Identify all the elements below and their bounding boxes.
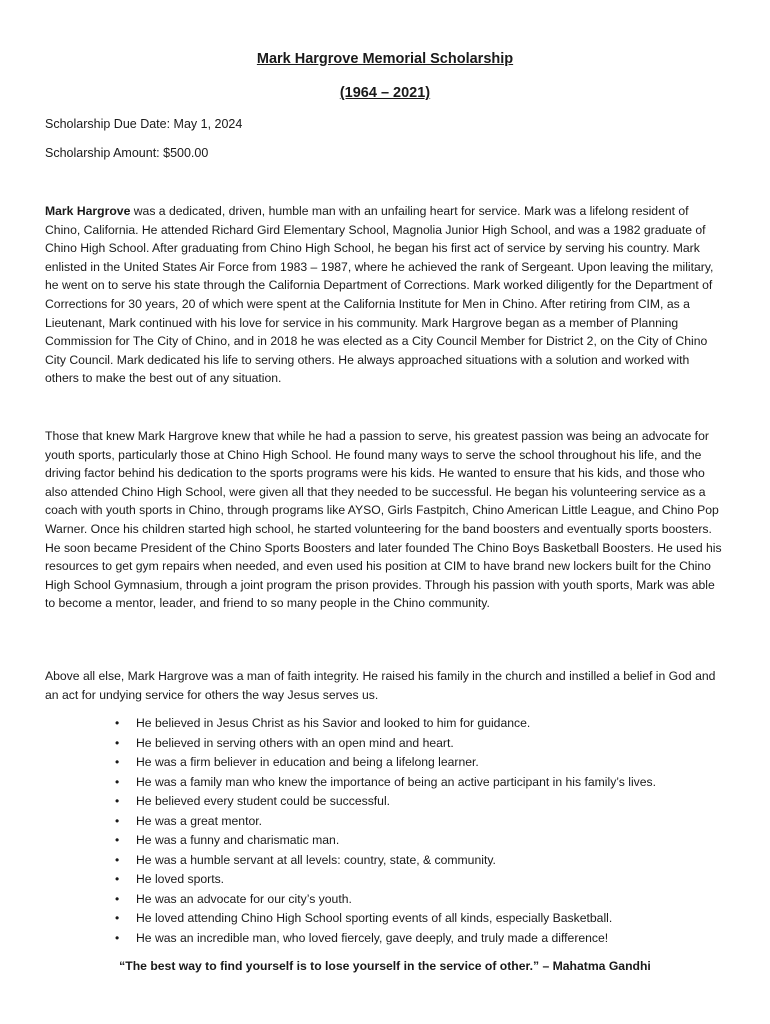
bullet-icon: •: [115, 872, 120, 886]
bullet-icon: •: [115, 735, 120, 750]
list-item: • He loved sports.: [115, 870, 735, 890]
bullet-icon: •: [115, 813, 120, 828]
closing-quote: “The best way to find yourself is to lose yourself in the service of other.” – Mahatma Gandhi: [119, 959, 651, 973]
bullet-icon: •: [115, 852, 120, 867]
paragraph-biography-text: was a dedicated, driven, humble man with an unfailing heart for service. Mark was a lifelong resident of Chino, California. He attended Richard Gird Elementary School, Magnolia Junior High School, and was a 1982 graduate of Chino High School. After graduating from Chino High School, he began his first act of service by serving his country. Mark enlisted in the United States Air Force from 1983 – 1987, where he achieved the rank of Sergeant. Upon leaving the military, he went on to serve his state through the California Department of Corrections. Mark worked diligently for the Department of Corrections for 30 years, 20 of which were spent at the California Institute for Men in Chino. After retiring from CIM, as a Lieutenant, Mark continued with his love for service in his community. Mark Hargrove began as a member of Planning Commission for The City of Chino, and in 2018 he was elected as a City Council Member for District 2, on the City of Chino City Council. Mark dedicated his life to serving others. He always approached situations with a solution and worked with others to make the best out of any situation.: [45, 204, 714, 386]
list-item: • He was a family man who knew the importance of being an active participant in his family’s lives.: [115, 773, 735, 793]
list-item: • He was an incredible man, who loved fiercely, gave deeply, and truly made a difference!: [115, 929, 735, 949]
list-item: • He was a firm believer in education and being a lifelong learner.: [115, 753, 735, 773]
bullet-list: [115, 714, 735, 948]
list-item: • He was a great mentor.: [115, 812, 735, 832]
document-years: (1964 – 2021): [339, 85, 431, 101]
bullet-icon: •: [115, 911, 120, 925]
list-item: • He believed every student could be successful.: [115, 792, 735, 812]
list-item: • He believed in serving others with an open mind and heart.: [115, 734, 735, 754]
list-item: • He was a humble servant at all levels: country, state, & community.: [115, 851, 735, 871]
bullet-icon: •: [115, 891, 120, 906]
paragraph-faith: Above all else, Mark Hargrove was a man of faith integrity. He raised his family in the church and instilled a belief in God and an act for undying service for others the way Jesus serves us.: [45, 669, 716, 702]
bullet-icon: •: [115, 833, 120, 847]
paragraph-name: Mark Hargrove: [45, 204, 131, 218]
list-item: • He loved attending Chino High School sporting events of all kinds, especially Basketball.: [115, 909, 735, 929]
bullet-icon: •: [115, 755, 120, 769]
bullet-icon: •: [115, 774, 120, 789]
bullet-icon: •: [115, 794, 120, 808]
bullet-icon: •: [115, 716, 120, 730]
list-item: • He was a funny and charismatic man.: [115, 831, 735, 851]
scholarship-amount: Scholarship Amount: $500.00: [45, 146, 209, 160]
paragraph-youth-sports: Those that knew Mark Hargrove knew that while he had a passion to serve, his greatest passion was being an advocate for youth sports, particularly those at Chino High School. He found many ways to serve the school throughout his life, and the driving factor behind his dedication to the sports programs were his kids. He wanted to ensure that his kids, and those who also attended Chino High School, were given all that they needed to be successful. He began his volunteering service as a coach with youth sports in Chino, through programs like AYSO, Girls Fastpitch, Chino American Little League, and Chino Pop Warner. Once his children started high school, he started volunteering for the band boosters and eventually sports boosters. He soon became President of the Chino Sports Boosters and later founded The Chino Boys Basketball Boosters. He used his resources to get gym repairs when needed, and even used his position at CIM to have brand new lockers built for the Chino High School Gymnasium, through a joint program the prison provides. Through his passion with youth sports, Mark was able to become a mentor, leader, and friend to so many people in the Chino community.: [45, 429, 722, 611]
paragraph-biography: [45, 202, 725, 388]
document-title: Mark Hargrove Memorial Scholarship: [256, 51, 514, 67]
list-item: • He believed in Jesus Christ as his Savior and looked to him for guidance.: [115, 714, 735, 734]
scholarship-due-date: Scholarship Due Date: May 1, 2024: [45, 117, 243, 131]
bullet-icon: •: [115, 930, 120, 945]
list-item: • He was an advocate for our city’s youth.: [115, 890, 735, 910]
